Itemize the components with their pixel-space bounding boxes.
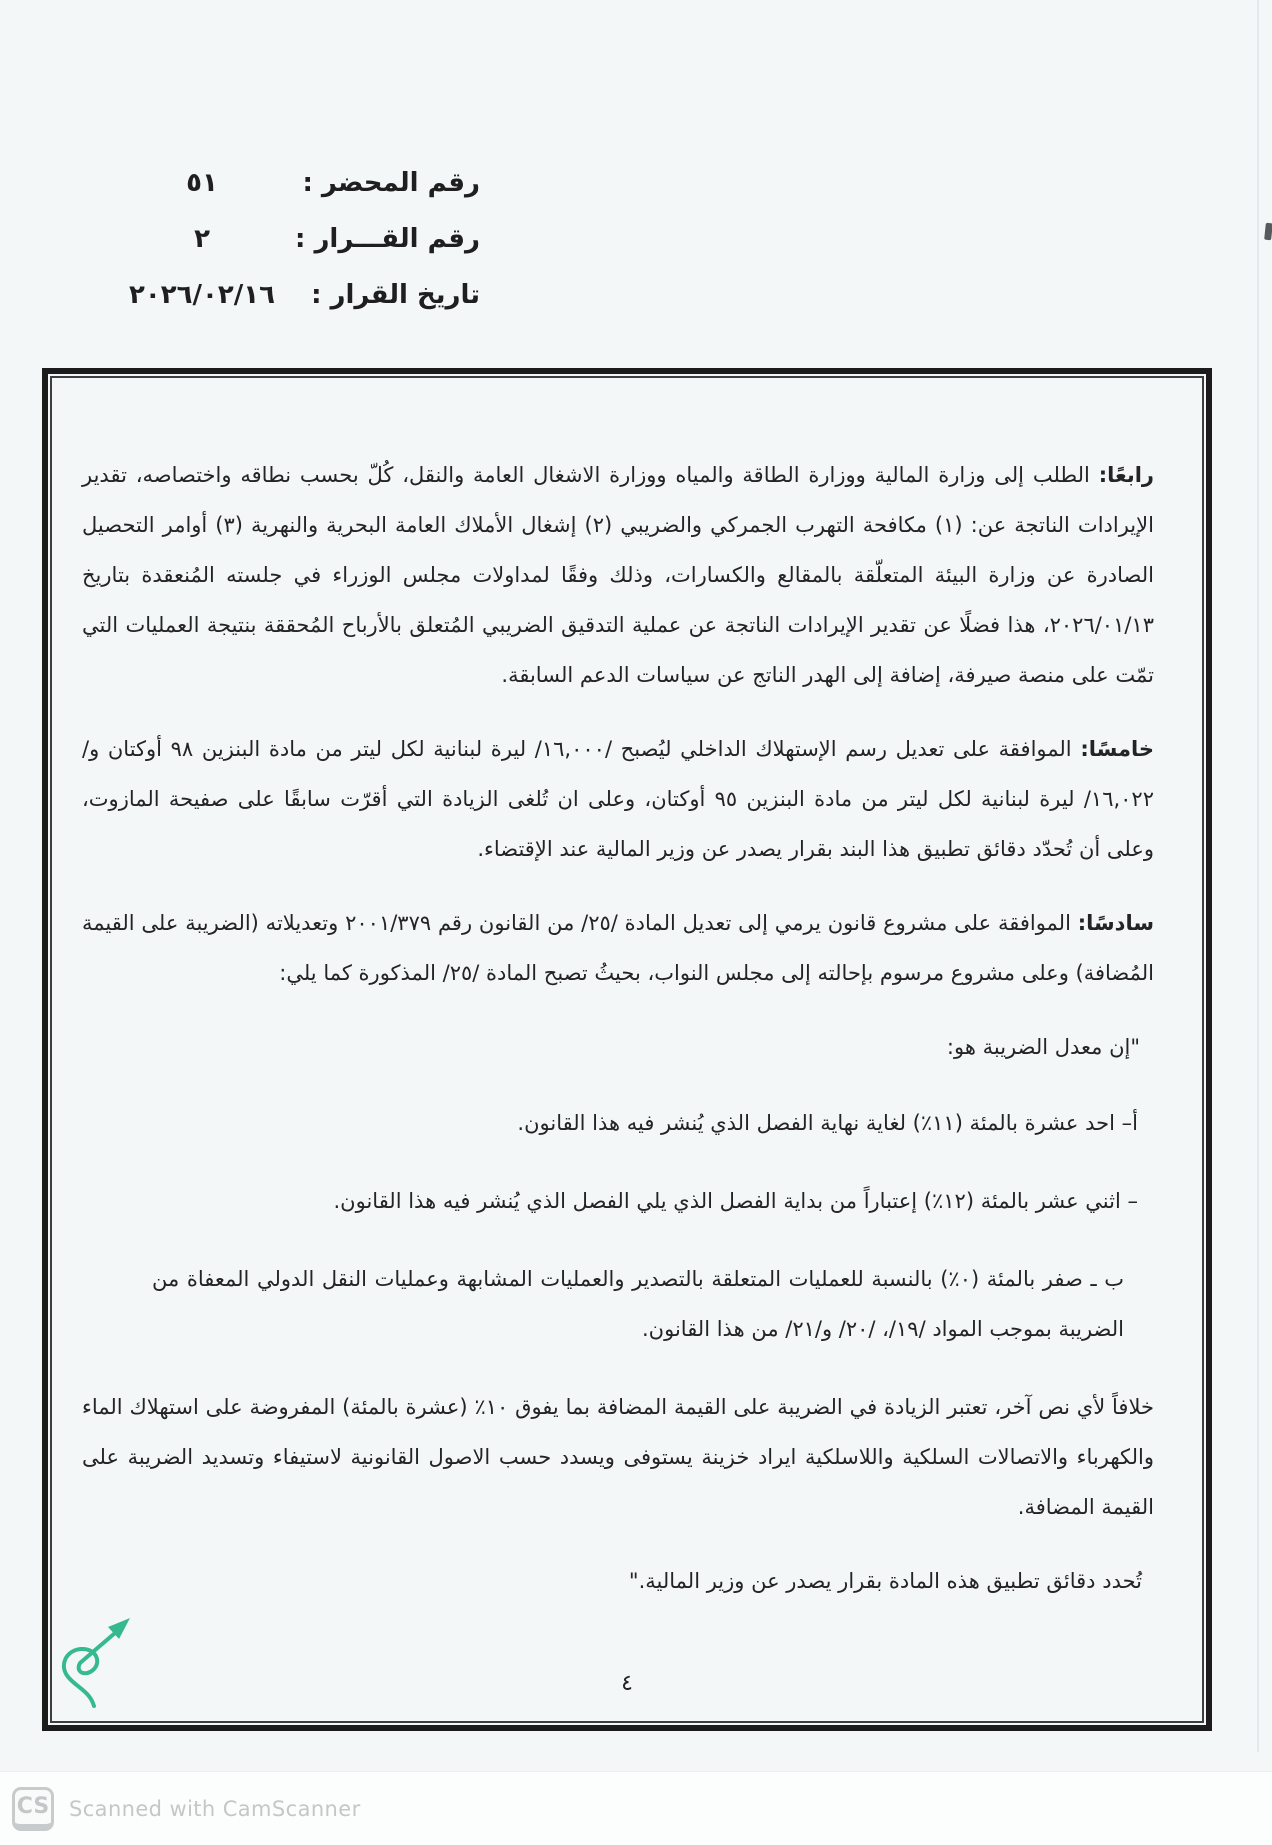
document-header: [76, 163, 480, 331]
decision-number-value: ٢: [194, 224, 210, 254]
paragraph-fourth-text: الطلب إلى وزارة المالية ووزارة الطاقة والمياه ووزارة الاشغال العامة والنقل، كُلّ بحسب نطاقه واختصاصه، تقدير الإيرادات الناتجة عن: (١) مكافحة التهرب الجمركي والضريبي (٢) إشغال الأملاك العامة البحرية والنهرية (٣) أوامر التحصيل الصادرة عن وزارة البيئة المتعلّقة بالمقالع والكسارات، وذلك وفقًا لمداولات مجلس الوزراء في جلسته المُنعقدة بتاريخ ٢٠٢٦/٠١/١٣، هذا فضلًا عن تقدير الإيرادات الناتجة عن عملية التدقيق الضريبي المُتعلق بالأرباح المُحققة بنتيجة العمليات التي تمّت على منصة صيرفة، إضافة إلى الهدر الناتج عن سياسات الدعم السابقة.: [82, 463, 1154, 687]
paragraph-fifth-lead: خامسًا:: [1080, 737, 1154, 761]
camscanner-watermark-text: Scanned with CamScanner: [69, 1796, 361, 1821]
paragraph-sixth-text: الموافقة على مشروع قانون يرمي إلى تعديل المادة /٢٥/ من القانون رقم ٢٠٠١/٣٧٩ وتعديلاته (الضريبة على القيمة المُضافة) وعلى مشروع مرسوم بإحالته إلى مجلس النواب، بحيثُ تصبح المادة /٢٥/ المذكورة كما يلي:: [82, 911, 1154, 985]
camscanner-logo: CS: [12, 1787, 54, 1831]
record-number-value: ٥١: [186, 168, 218, 198]
tax-rate-item-a2: – اثني عشر بالمئة (١٢٪) إعتباراً من بداية الفصل الذي يلي الفصل الذي يُنشر فيه هذا القانون.: [333, 1189, 1138, 1213]
closing-provision-line: تُحدد دقائق تطبيق هذه المادة بقرار يصدر عن وزير المالية.": [628, 1569, 1142, 1593]
paragraph-fifth-text: الموافقة على تعديل رسم الإستهلاك الداخلي ليُصبح /١٦,٠٠٠/ ليرة لبنانية لكل ليتر من مادة البنزين ٩٨ أوكتان و/١٦,٠٢٢/ ليرة لبنانية لكل ليتر من مادة البنزين ٩٥ أوكتان، وعلى ان تُلغى الزيادة التي أقرّت سابقًا على صفيحة المازوت، وعلى أن تُحدّد دقائق تطبيق هذا البند بقرار يصدر عن وزير المالية عند الإقتضاء.: [82, 737, 1154, 861]
decision-body: [50, 376, 1204, 1723]
decision-date-value: ٢٠٢٦/٠٢/١٦: [129, 280, 275, 310]
scan-edge-artifact: [1264, 223, 1272, 241]
decision-date-label: تاريخ القرار :: [311, 280, 480, 310]
paragraph-sixth-lead: سادسًا:: [1077, 911, 1154, 935]
tax-rate-item-a: أ– احد عشرة بالمئة (١١٪) لغاية نهاية الفصل الذي يُنشر فيه هذا القانون.: [517, 1111, 1138, 1135]
record-number-label: رقم المحضر :: [302, 168, 480, 198]
tax-rate-item-b: ب ـ صفر بالمئة (٠٪) بالنسبة للعمليات المتعلقة بالتصدير والعمليات المشابهة وعمليات النقل الدولي المعفاة من الضريبة بموجب المواد /١٩/، /٢٠/ و/٢١/ من هذا القانون.: [152, 1267, 1124, 1341]
page-number: ٤: [621, 1671, 633, 1696]
paragraph-fourth: [82, 450, 1154, 700]
pen-annotation: [50, 1580, 170, 1720]
decision-number-row: [76, 219, 480, 259]
paragraph-fourth-lead: رابعًا:: [1098, 463, 1154, 487]
decision-date-row: [76, 275, 480, 315]
decision-number-label: رقم القـــرار :: [295, 224, 480, 254]
camscanner-footer: [0, 1771, 1272, 1845]
paragraph-vat-surcharge: خلافاً لأي نص آخر، تعتبر الزيادة في الضريبة على القيمة المضافة بما يفوق ١٠٪ (عشرة بالمئة) المفروضة على استهلاك الماء والكهرباء والاتصالات السلكية واللاسلكية ايراد خزينة يستوفى ويسدد حسب الاصول القانونية لاستيفاء وتسديد الضريبة على القيمة المضافة.: [82, 1395, 1154, 1519]
pen-stroke: [64, 1627, 122, 1706]
decision-frame: [42, 368, 1212, 1731]
tax-rate-quote-intro: "إن معدل الضريبة هو:: [946, 1035, 1140, 1059]
record-number-row: [76, 163, 480, 203]
paragraph-fifth: [82, 724, 1154, 874]
paragraph-sixth: [82, 898, 1154, 998]
scan-edge-line: [1257, 0, 1259, 1752]
